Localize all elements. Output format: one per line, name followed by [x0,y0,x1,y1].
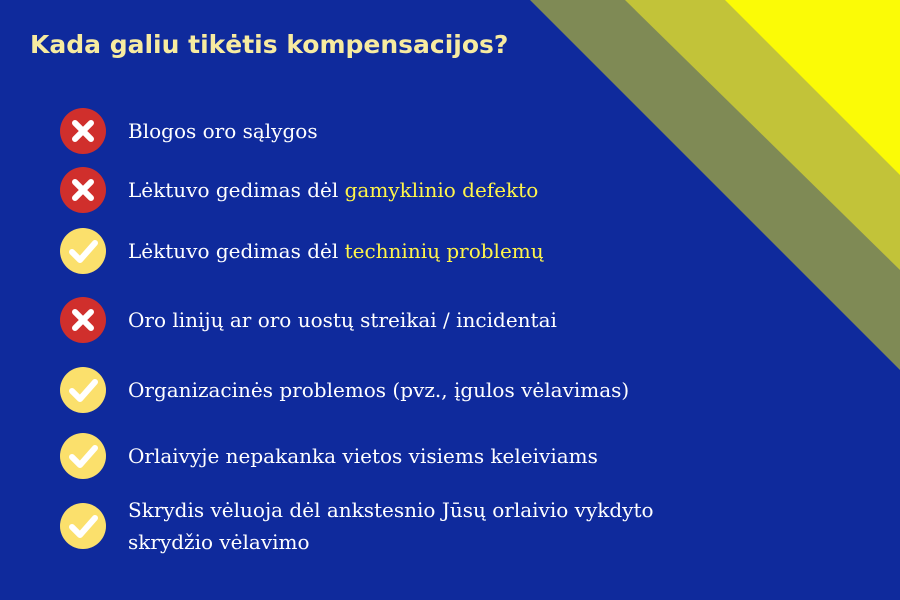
list-item [60,367,629,413]
list-item-text: Organizacinės problemos (pvz., įgulos vėlavimas) [128,378,630,402]
list-item [60,494,654,558]
list-item-text: Oro linijų ar oro uostų streikai / incidentai [128,308,557,332]
check-icon [60,433,106,479]
list-item [60,297,557,343]
list-item-text: Skrydis vėluoja dėl ankstesnio Jūsų orlaivio vykdyto skrydžio vėlavimo [128,498,654,554]
check-icon [60,228,106,274]
check-icon [60,503,106,549]
cross-icon [60,167,106,213]
cross-icon [60,297,106,343]
list-item [60,108,318,154]
list-item-text: Lėktuvo gedimas dėl gamyklinio defekto [128,178,539,202]
list-item-text: Lėktuvo gedimas dėl techninių problemų [128,239,544,263]
list-item [60,433,598,479]
check-icon [60,367,106,413]
list-item [60,167,538,213]
list-item [60,228,544,274]
list-item-text: Blogos oro sąlygos [128,119,318,143]
list-item-text: Orlaivyje nepakanka vietos visiems keleiviams [128,444,598,468]
page-title: Kada galiu tikėtis kompensacijos? [30,30,509,59]
cross-icon [60,108,106,154]
